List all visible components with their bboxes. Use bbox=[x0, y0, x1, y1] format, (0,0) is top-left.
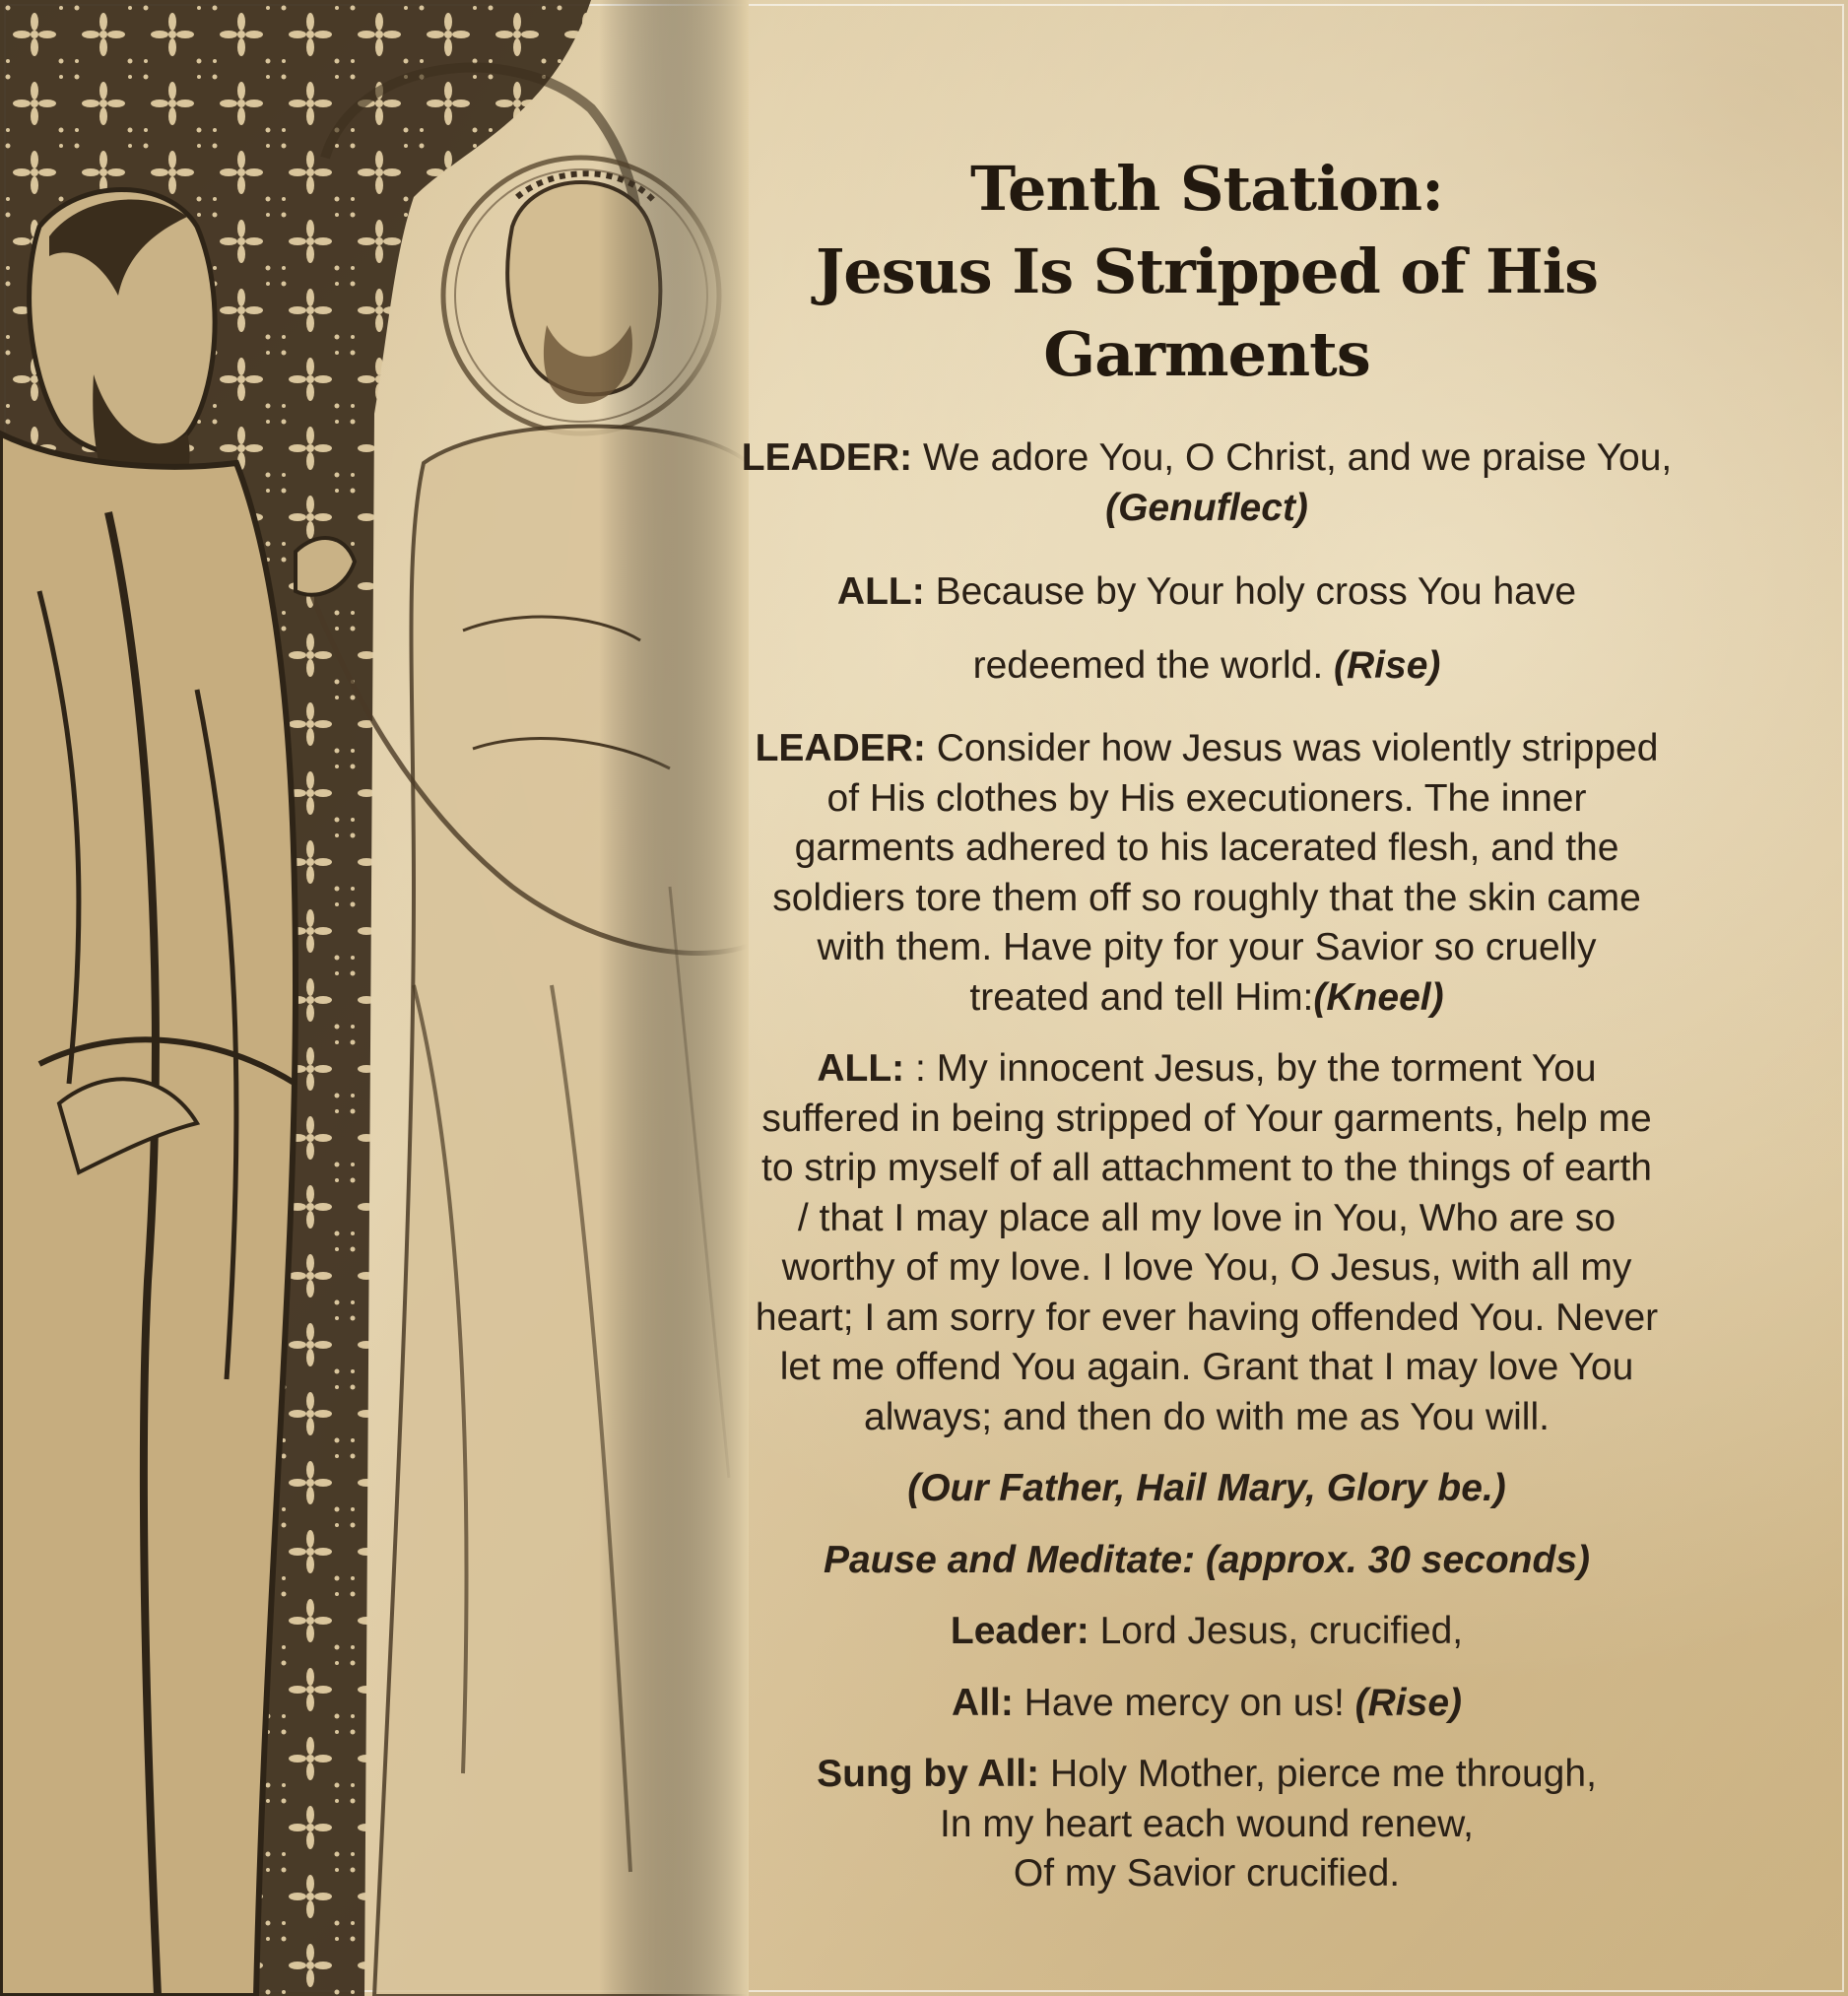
all-mercy bbox=[694, 1679, 1719, 1729]
pause-note bbox=[694, 1536, 1719, 1586]
rise-direction: (Rise) bbox=[1354, 1681, 1462, 1724]
all-label: ALL: bbox=[817, 1047, 905, 1090]
rise-direction: (Rise) bbox=[1334, 644, 1441, 687]
engraving-svg bbox=[0, 0, 749, 1996]
prayer-line-8: always; and then do with me as You will. bbox=[864, 1395, 1550, 1438]
all-label: ALL: bbox=[836, 570, 925, 613]
engraving-illustration bbox=[0, 0, 749, 1996]
prayer-line-5: worthy of my love. I love You, O Jesus, with all my bbox=[781, 1246, 1632, 1289]
our-father-note bbox=[694, 1464, 1719, 1514]
all-response bbox=[694, 555, 1719, 702]
station-title-line-2: Jesus Is Stripped of His Garments bbox=[815, 235, 1599, 390]
all-response-text-1: Because by Your holy cross You have bbox=[935, 570, 1577, 613]
prayer-line-2: suffered in being stripped of Your garments, help me bbox=[761, 1097, 1652, 1140]
meditation-line-6: treated and tell Him: bbox=[969, 975, 1314, 1019]
sung-by-all-label: Sung by All: bbox=[817, 1753, 1040, 1795]
prayer-line-4: / that I may place all my love in You, Who are so bbox=[797, 1196, 1617, 1239]
all-prayer bbox=[694, 1044, 1719, 1442]
our-father-text: (Our Father, Hail Mary, Glory be.) bbox=[907, 1467, 1506, 1509]
all-response-text-2: redeemed the world. bbox=[972, 644, 1324, 687]
prayer-line-3: to strip myself of all attachment to the things of earth bbox=[761, 1147, 1652, 1189]
prayer-line-1: : My innocent Jesus, by the torment You bbox=[915, 1047, 1597, 1090]
leader-label: Leader: bbox=[950, 1610, 1089, 1652]
meditation-line-1: Consider how Jesus was violently stripped bbox=[936, 727, 1659, 769]
leader-invocation bbox=[694, 1607, 1719, 1657]
meditation-line-4: soldiers tore them off so roughly that the skin came bbox=[772, 876, 1641, 919]
meditation-line-3: garments adhered to his lacerated flesh, and the bbox=[794, 827, 1619, 869]
sung-line-2: In my heart each wound renew, bbox=[940, 1802, 1474, 1845]
all-mercy-text: Have mercy on us! bbox=[1023, 1681, 1345, 1724]
leader-meditation bbox=[694, 724, 1719, 1023]
meditation-line-5: with them. Have pity for your Savior so cruelly bbox=[817, 926, 1597, 968]
leader-invocation-text: Lord Jesus, crucified, bbox=[1099, 1610, 1464, 1652]
pause-text: Pause and Meditate: (approx. 30 seconds) bbox=[823, 1538, 1591, 1581]
sung-line-1: Holy Mother, pierce me through, bbox=[1049, 1753, 1597, 1795]
leader-verse bbox=[694, 433, 1719, 533]
sung-verse bbox=[694, 1750, 1719, 1899]
prayer-line-6: heart; I am sorry for ever having offended You. Never bbox=[755, 1296, 1659, 1339]
station-title-line-1: Tenth Station: bbox=[970, 153, 1443, 225]
prayer-text-column bbox=[694, 148, 1719, 1921]
prayer-line-7: let me offend You again. Grant that I may love You bbox=[779, 1346, 1634, 1388]
genuflect-direction: (Genuflect) bbox=[1105, 486, 1308, 529]
all-label: All: bbox=[952, 1681, 1014, 1724]
leader-label: LEADER: bbox=[755, 727, 926, 769]
sung-line-3: Of my Savior crucified. bbox=[1013, 1852, 1401, 1895]
meditation-line-2: of His clothes by His executioners. The inner bbox=[826, 776, 1587, 820]
leader-label: LEADER: bbox=[741, 436, 913, 479]
leader-verse-text: We adore You, O Christ, and we praise You, bbox=[922, 436, 1673, 479]
kneel-direction: (Kneel) bbox=[1313, 975, 1444, 1019]
